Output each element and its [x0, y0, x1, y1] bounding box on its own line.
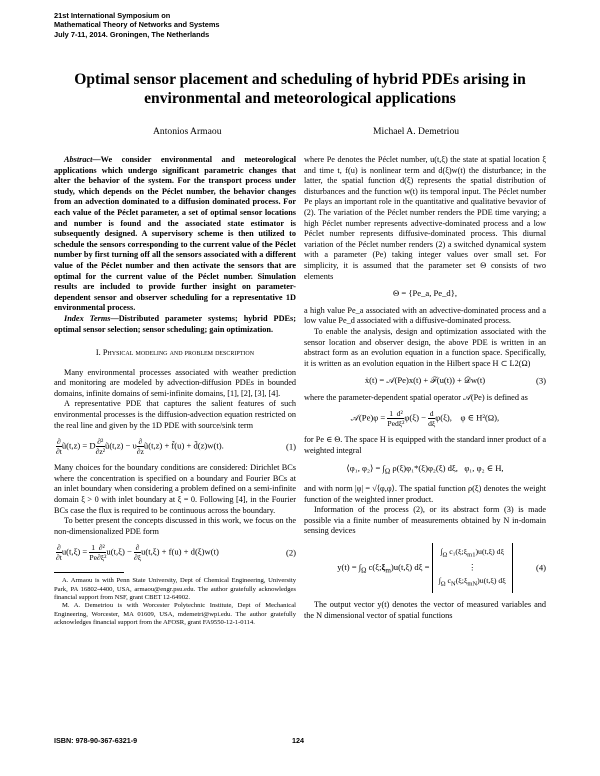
equation-3-number: (3) — [535, 375, 546, 386]
parameter-set-equation — [304, 288, 546, 299]
parameter-values-paragraph: a high value Pe_a associated with an advective-dominated process and a low value Pe_d associated with a diffusive-dominated process. — [304, 305, 546, 326]
equation-1: $\frac{\partial}{\partial t}$ ũ(t,z) = D $\frac{\text{∂²}}{\text{∂z²}}$ ũ(t,z) − υ $\frac{\partial}{\partial z}$ ũ(t,z) + f̃(u) + d̃(z)w(t). (1) — [56, 437, 296, 457]
footnote-armaou: A. Armaou is with Penn State University, Dept of Chemical Engineering, University Park, PA 16802-4400, USA, armaou@engr.psu.edu. The author gratefully acknowledges financial support from NSF, grant CBET 12-64902. — [54, 577, 296, 601]
inner-product-paragraph: for Pe ∈ Θ. The space H is equipped with the standard inner product of a weighted integral — [304, 435, 546, 456]
paper-title: Optimal sensor placement and scheduling of hybrid PDEs arising in environmental and meteorological applications — [74, 71, 526, 107]
page-number: 124 — [292, 736, 304, 745]
nondimensional-paragraph: To better present the concepts discussed in this work, we focus on the non-dimensionalized PDE form — [54, 516, 296, 536]
output-matrix: $\int_\Omega$ $c_1(\xi;\xi_{m1})u(t,\xi)$ dξ ⋮ $\int_\Omega$ $c_N(\xi;\xi_{mN})u(t,\xi)$ dξ — [432, 543, 513, 593]
parameter-set-text: Θ = {Pe_a, Pe_d}, — [393, 288, 457, 299]
section-heading-1: I. Physical modeling and problem description — [95, 348, 255, 358]
equation-2-number: (2) — [285, 547, 296, 558]
footnote-demetriou: M. A. Demetriou is with Worcester Polytechnic Institute, Dept of Mechanical Engineering, Worcester, MA 01609, USA, mdemetri@wpi.edu. The author gratefully acknowledges financial support from the AFOSR, grant FA9550-12-1-0114. — [54, 602, 296, 626]
left-column — [54, 155, 296, 627]
measurement-paragraph: Information of the process (2), or its abstract form (3) is made possible via a finite number of measurements obtained by N in-domain sensing devices — [304, 505, 546, 536]
abstract-text: We consider environmental and meteorological applications which undergo significant parametric changes that alter the behavior of the system. For the transport process under study, which depends on the Péclet number, the behavior changes from an advection dominated to a diffusion dominated process. For each value of the Péclet parameter, a set of optimal sensor locations and number is found and the associated state estimator is subsequently designed. A supervisory scheme is then utilized to schedule the sensors corresponding to the current value of the Péclet number by first turning off all the sensors associated with a different value of the Péclet number and then activate the sensors that are optimal for the current value of the Péclet number. Simulation results are included to provide further insight on parameter-dependent sensor and observer scheduling for a representative 1D environmental process. — [54, 155, 296, 313]
equation-4-number: (4) — [535, 562, 546, 573]
abstract-label: Abstract — [64, 155, 93, 164]
conference-date-location: July 7-11, 2014. Groningen, The Netherlands — [54, 29, 210, 39]
output-vector-paragraph: The output vector y(t) denotes the vector of measured variables and the N dimensional vector of spatial functions — [304, 600, 546, 620]
norm-paragraph: and with norm |φ| = √⟨φ,φ⟩. The spatial function ρ(ξ) denotes the weight function of the weighted inner product. — [304, 483, 546, 504]
intro-paragraph-1: Many environmental processes associated with weather prediction and monitoring are modeled by advection-diffusion PDEs in bounded domains, infinite domains of semi-infinite domains, [1], [2], [3], [4]. — [54, 367, 296, 398]
abstract: Abstract—We consider environmental and meteorological applications which undergo significant parametric changes that alter the behavior of the system. For the transport process under study, which depends on the Péclet number, the behavior changes from an advection dominated to a diffusion dominated process. For each value of the Péclet parameter, a set of optimal sensor locations and number is found and the associated state estimator is subsequently designed. A supervisory scheme is then utilized to schedule the sensors corresponding to the current value of the Péclet number by first turning off all the sensors associated with a different value of the Péclet number and then activate the sensors that are optimal for the current value of the Péclet number. Simulation results are included to provide further insight on parameter-dependent sensor and observer scheduling for a representative 1D environmental process. — [54, 155, 296, 313]
equation-2: $\frac{\partial}{\partial t}$ u(t,ξ) = $\frac{1}{Pe}$ $\frac{\text{∂²}}{\text{∂ξ²}}$ u(t,ξ) − $\frac{\partial}{\partial\xi}$ u(t,ξ) + f(u) + d(ξ)w(t) (2) — [56, 543, 296, 563]
index-terms: Index Terms—Distributed parameter systems; hybrid PDEs; optimal sensor selection; sensor scheduling; gain optimization. — [54, 313, 296, 334]
conference-name-line1: 21st International Symposium on — [54, 11, 171, 20]
operator-definition-paragraph: where the parameter-dependent spatial operator 𝒜(Pe) is defined as — [304, 392, 528, 402]
inner-product-equation: ⟨φ₁, φ₂⟩ = $\int_\Omega$ ρ(ξ)φ₁*(ξ)φ₂(ξ) dξ, φ₁, φ₂ ∈ H, — [346, 462, 504, 476]
conference-header — [54, 11, 220, 39]
index-terms-label: Index Terms — [64, 313, 111, 323]
footnote-rule — [54, 572, 124, 573]
isbn: ISBN: 978-90-367-6321-9 — [54, 736, 138, 745]
equation-4: $y(t) = \int_\Omega$ $c(\xi;\xi_m)u(t,\xi) d\xi$ = $\int_\Omega$ $c_1(\xi;\xi_{m1})u(t,\xi)$ dξ ⋮ $\int_\Omega$ $c_N(\xi;\xi_{mN})u(t,\xi)$ dξ (4) — [304, 543, 546, 593]
author-demetriou: Michael A. Demetriou — [373, 126, 460, 137]
abstract-form-paragraph: To enable the analysis, design and optimization associated with the sensor location and observer design, the above PDE is written in an abstract form as an evolution equation in a function space. Specifically, it is written as an evolution equation in the Hilbert space H ⊂ L2(Ω) — [304, 326, 546, 368]
operator-equation: 𝒜(Pe)φ = $\frac{1}{Pe}$ $\frac{\text{d²}}{\text{dξ²}}$ φ(ξ) − $\frac{d}{d\xi}$ φ(ξ), φ ∈ H²(Ω), — [350, 409, 500, 429]
equation-1-number: (1) — [285, 441, 296, 452]
right-column — [304, 155, 546, 621]
peclet-paragraph: where Pe denotes the Péclet number, u(t,ξ) the state at spatial location ξ and time t, f(u) is nonlinear term and d(ξ)w(t) the disturbance; in the latter, the spatial function d(ξ) represents the spatial distribution of disturbances and the function w(t) its temporal input. The Péclet number Pe plays an important role in the quantitative and qualitative bevavior of (2). The variation of the Péclet number renders the PDE time varying; a high Péclet number represents advective-dominated process and a low Péclet number represents diffusive-dominated process. This diurnal variation of the Péclet number renders (2) a switched dynamical system with a parameter (Pe) taking integer values over small set. For simplicity, it is assumed that the parameter set Θ consists of two elements — [304, 155, 546, 281]
index-terms-text: Distributed parameter systems; hybrid PDEs; optimal sensor selection; sensor scheduling; gain optimization. — [54, 313, 296, 334]
conference-name-line2: Mathematical Theory of Networks and Systems — [54, 20, 220, 30]
boundary-conditions-paragraph: Many choices for the boundary conditions are considered: Dirichlet BCs where the concentration is specified on a boundary and Fourier BCs at an inlet boundary when considering a problem defined on a semi-infinite domain ξ > 0 with inlet boundary at ξ = 0. Following [4], in the Fourier BCs case the flux is required to be continuous across the boundary. — [54, 463, 296, 515]
author-armaou: Antonios Armaou — [153, 126, 222, 137]
evolution-equation-text: ẋ(t) = 𝒜(Pe)x(t) + ℱ(u(t)) + 𝒟w(t) — [364, 375, 486, 386]
footnotes — [54, 577, 296, 627]
equation-3 — [304, 375, 546, 386]
intro-paragraph-2: A representative PDE that captures the salient features of such environmental processes is the diffusion-advection equation restricted on the real line and given by the 1D PDE with source/sink term — [54, 399, 296, 430]
